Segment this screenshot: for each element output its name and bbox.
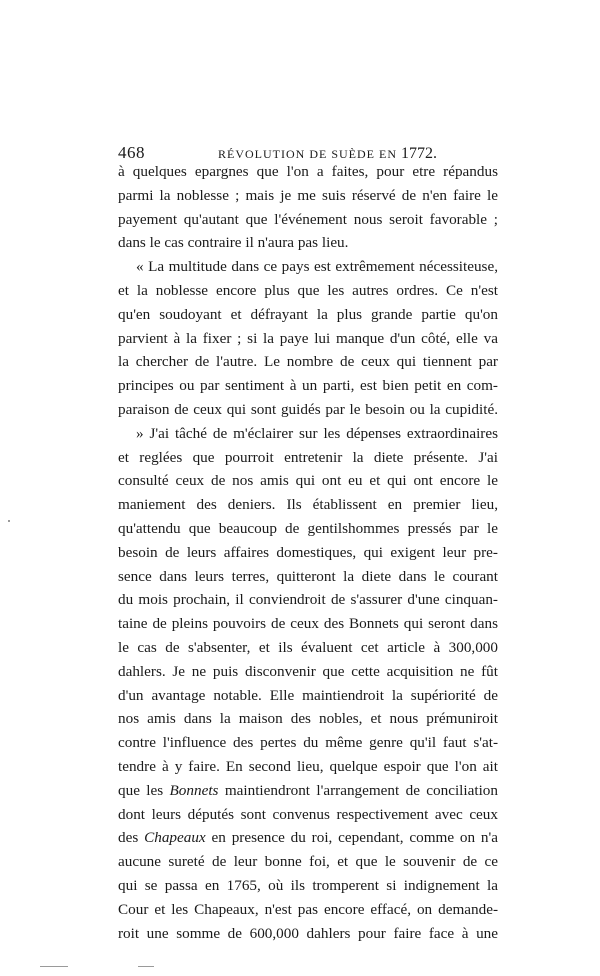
text-run: maintiendront l'arrangement de conciliation (224, 781, 498, 799)
text-line: tendre à y faire. En second lieu, quelque espoir que l'on ait (118, 757, 498, 775)
italic-term: Bonnets (169, 781, 219, 799)
running-title-text: RÉVOLUTION DE SUÈDE EN (218, 147, 397, 161)
text-run: des (118, 829, 139, 847)
scan-speck (40, 966, 68, 967)
text-line: Cour et les Chapeaux, n'est pas encore effacé, on demande- (118, 900, 498, 918)
text-line: qu'en soudoyant et défrayant la plus grande partie qu'on (118, 305, 498, 323)
text-line: maniement des deniers. Ils établissent en premier lieu, (118, 496, 498, 514)
text-line: dahlers. Je ne puis disconvenir que cette acquisition ne fût (118, 662, 498, 680)
scan-speck (8, 520, 10, 522)
text-line: dans le cas contraire il n'aura pas lieu. (118, 234, 349, 252)
text-line: à quelques epargnes que l'on a faites, pour etre répandus (118, 163, 498, 180)
text-line: « La multitude dans ce pays est extrêmement nécessiteuse, (136, 258, 498, 276)
text-line: nos amis dans la maison des nobles, et nous prémuniroit (118, 710, 498, 728)
italic-term: Chapeaux (144, 829, 206, 847)
text-run: que les (118, 781, 164, 799)
text-line: parmi la noblesse ; mais je me suis réservé de n'en faire le (118, 186, 498, 204)
text-line: qu'attendu que beaucoup de gentilshommes pressés par le (118, 519, 498, 537)
text-line: consulté ceux de nos amis qui ont eu et qui ont encore le (118, 472, 498, 490)
scan-speck (138, 966, 154, 967)
text-line: et reglées que pourroit entretenir la diete présente. J'ai (118, 448, 498, 466)
text-line: » J'ai tâché de m'éclairer sur les dépenses extraordinaires (136, 424, 498, 442)
text-line: sence dans leurs terres, quitteront la diete dans le courant (118, 567, 498, 585)
text-line: d'un avantage notable. Elle maintiendroit la supériorité de (118, 686, 498, 704)
text-run: en presence du roi, cependant, comme on n'a (211, 829, 499, 847)
text-line (118, 779, 498, 803)
text-line: dont leurs députés sont convenus respectivement avec ceux (118, 805, 498, 823)
text-line: du mois prochain, il conviendroit de s'assurer d'une cinquan- (118, 591, 498, 609)
text-line: et la noblesse encore plus que les autres ordres. Ce n'est (118, 281, 498, 299)
text-line: taine de pleins pouvoirs de ceux des Bonnets qui seront dans (118, 615, 498, 633)
text-line: principes ou par sentiment à un parti, est bien petit en com- (118, 377, 498, 395)
text-line: paraison de ceux qui sont guidés par le besoin ou la cupidité. (118, 400, 498, 418)
text-line: aucune sureté de leur bonne foi, et que le souvenir de ce (118, 853, 498, 871)
text-line (118, 826, 498, 850)
text-line: contre l'influence des pertes du même genre qu'il faut s'at- (118, 734, 498, 752)
text-line: le cas de s'absenter, et ils évaluent cet article à 300,000 (118, 638, 498, 656)
text-line: besoin de leurs affaires domestiques, qui exigent leur pre- (118, 543, 498, 561)
text-line: roit une somme de 600,000 dahlers pour faire face à une (118, 924, 498, 942)
text-line: la chercher de l'autre. Le nombre de ceux qui tiennent par (118, 353, 498, 371)
text-line: qui se passa en 1765, où ils tromperent si indignement la (118, 876, 498, 894)
text-line: parvient à la fixer ; si la paye lui manque d'un côté, elle va (118, 329, 498, 347)
text-line: payement qu'autant que l'événement nous seroit favorable ; (118, 210, 498, 228)
running-title-year: 1772. (400, 145, 437, 162)
page-number: 468 (118, 143, 145, 162)
body-text (118, 160, 498, 945)
